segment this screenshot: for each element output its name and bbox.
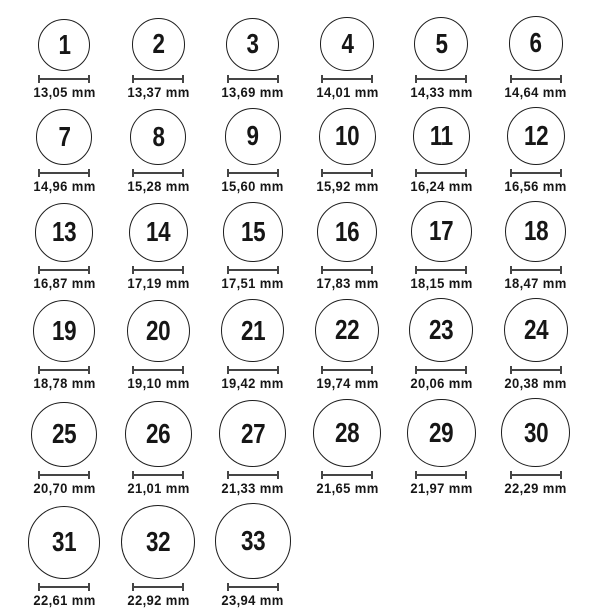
ring-size-item <box>489 298 583 391</box>
diameter-measure-line <box>510 75 562 83</box>
ring-diameter-label: 15,28 mm <box>127 177 190 194</box>
ring-size-item <box>17 107 111 193</box>
measure-tick-right-icon <box>88 266 90 274</box>
measure-bar <box>323 78 371 80</box>
ring-circle <box>129 203 188 262</box>
ring-size-number: 11 <box>430 119 453 151</box>
diameter-measure-line <box>510 366 562 374</box>
ring-size-item <box>300 398 394 495</box>
measure-tick-right-icon <box>560 266 562 274</box>
ring-circle <box>38 19 90 71</box>
ring-size-number: 26 <box>146 417 171 449</box>
measure-tick-right-icon <box>182 471 184 479</box>
ring-size-item <box>111 503 205 607</box>
ring-diameter-label: 18,78 mm <box>32 375 96 391</box>
ring-circle <box>130 109 186 165</box>
ring-size-number: 24 <box>523 313 548 345</box>
ring-size-number: 7 <box>58 120 71 152</box>
ring-size-item <box>111 201 205 290</box>
ring-size-item <box>17 201 111 290</box>
measure-tick-right-icon <box>277 169 279 177</box>
diameter-measure-line <box>227 471 279 479</box>
measure-tick-right-icon <box>182 169 184 177</box>
measure-bar <box>323 369 371 371</box>
measure-tick-right-icon <box>182 75 184 83</box>
measure-bar <box>417 269 465 271</box>
measure-bar <box>323 269 371 271</box>
measure-bar <box>40 269 88 271</box>
diameter-measure-line <box>38 75 90 83</box>
measure-bar <box>512 269 560 271</box>
ring-circle <box>414 17 468 71</box>
ring-size-number: 32 <box>146 525 171 557</box>
ring-size-number: 23 <box>429 314 454 345</box>
diameter-measure-line <box>38 169 90 177</box>
ring-size-number: 5 <box>435 27 448 59</box>
ring-size-number: 30 <box>523 416 548 448</box>
ring-size-item <box>111 16 205 99</box>
measure-bar <box>417 369 465 371</box>
ring-diameter-label: 18,15 mm <box>410 274 473 291</box>
ring-diameter-label: 19,74 mm <box>315 375 379 391</box>
ring-size-number: 1 <box>58 28 71 60</box>
measure-bar <box>512 369 560 371</box>
ring-circle <box>319 108 376 165</box>
measure-tick-right-icon <box>371 169 373 177</box>
ring-circle <box>35 203 94 262</box>
measure-bar <box>323 474 371 476</box>
ring-circle <box>317 202 377 262</box>
measure-tick-right-icon <box>182 366 184 374</box>
ring-size-item <box>300 201 394 290</box>
measure-tick-right-icon <box>465 75 467 83</box>
ring-size-number: 22 <box>335 314 360 346</box>
diameter-measure-line <box>227 266 279 274</box>
measure-tick-right-icon <box>88 75 90 83</box>
ring-size-item <box>17 398 111 495</box>
measure-tick-right-icon <box>88 471 90 479</box>
ring-size-item <box>206 398 300 495</box>
ring-circle <box>28 506 101 579</box>
measure-bar <box>229 369 277 371</box>
ring-size-item <box>489 16 583 99</box>
ring-diameter-label: 15,92 mm <box>315 177 379 194</box>
measure-bar <box>40 369 88 371</box>
diameter-measure-line <box>38 583 90 591</box>
measure-tick-right-icon <box>182 583 184 591</box>
ring-diameter-label: 17,51 mm <box>221 274 284 291</box>
ring-circle <box>125 401 191 467</box>
ring-size-item <box>206 503 300 607</box>
measure-bar <box>229 474 277 476</box>
ring-circle <box>225 108 282 165</box>
ring-size-number: 33 <box>240 524 265 556</box>
measure-tick-right-icon <box>560 366 562 374</box>
ring-diameter-label: 15,60 mm <box>221 177 284 194</box>
ring-size-number: 21 <box>240 314 265 346</box>
measure-tick-right-icon <box>371 266 373 274</box>
ring-size-number: 27 <box>240 417 265 449</box>
ring-size-number: 3 <box>246 28 259 59</box>
ring-diameter-label: 14,01 mm <box>315 83 379 100</box>
ring-size-item <box>394 298 488 391</box>
ring-diameter-label: 20,06 mm <box>410 375 473 391</box>
ring-diameter-label: 18,47 mm <box>504 274 567 291</box>
ring-size-item <box>394 107 488 193</box>
ring-circle <box>505 201 566 262</box>
measure-bar <box>40 474 88 476</box>
ring-circle <box>226 18 279 71</box>
ring-size-number: 19 <box>52 315 77 346</box>
ring-diameter-label: 19,10 mm <box>127 375 190 391</box>
ring-size-item <box>300 298 394 391</box>
ring-circle <box>411 201 472 262</box>
ring-diameter-label: 17,19 mm <box>127 274 190 291</box>
measure-tick-right-icon <box>560 471 562 479</box>
ring-size-item <box>17 16 111 99</box>
diameter-measure-line <box>321 169 373 177</box>
measure-bar <box>229 269 277 271</box>
ring-size-item <box>111 298 205 391</box>
ring-diameter-label: 13,69 mm <box>221 83 284 100</box>
diameter-measure-line <box>510 169 562 177</box>
ring-diameter-label: 13,37 mm <box>127 83 190 100</box>
measure-tick-right-icon <box>88 583 90 591</box>
ring-circle <box>313 399 381 467</box>
ring-circle <box>219 400 286 467</box>
ring-size-item <box>17 503 111 607</box>
measure-tick-right-icon <box>277 583 279 591</box>
diameter-measure-line <box>38 266 90 274</box>
ring-diameter-label: 13,05 mm <box>32 83 96 100</box>
ring-size-number: 14 <box>146 216 171 247</box>
ring-circle <box>504 298 569 363</box>
measure-bar <box>229 78 277 80</box>
ring-size-item <box>300 16 394 99</box>
ring-size-item <box>206 16 300 99</box>
ring-circle <box>121 505 195 579</box>
measure-bar <box>134 269 182 271</box>
measure-tick-right-icon <box>182 266 184 274</box>
ring-diameter-label: 23,94 mm <box>221 591 284 608</box>
measure-bar <box>229 586 277 588</box>
measure-bar <box>512 78 560 80</box>
measure-bar <box>134 369 182 371</box>
diameter-measure-line <box>321 75 373 83</box>
ring-size-item <box>111 107 205 193</box>
ring-size-number: 28 <box>335 417 360 449</box>
ring-size-number: 4 <box>341 27 354 59</box>
measure-bar <box>417 172 465 174</box>
ring-size-item <box>111 398 205 495</box>
measure-tick-right-icon <box>277 366 279 374</box>
measure-tick-right-icon <box>560 169 562 177</box>
measure-bar <box>40 78 88 80</box>
ring-size-number: 17 <box>429 215 454 247</box>
ring-size-item <box>489 107 583 193</box>
measure-bar <box>134 474 182 476</box>
measure-tick-right-icon <box>277 75 279 83</box>
ring-size-number: 13 <box>52 216 77 248</box>
ring-circle <box>36 109 92 165</box>
measure-tick-right-icon <box>371 366 373 374</box>
diameter-measure-line <box>227 583 279 591</box>
measure-tick-right-icon <box>88 169 90 177</box>
diameter-measure-line <box>132 75 184 83</box>
diameter-measure-line <box>415 471 467 479</box>
measure-bar <box>417 474 465 476</box>
diameter-measure-line <box>321 366 373 374</box>
diameter-measure-line <box>415 169 467 177</box>
measure-tick-right-icon <box>465 169 467 177</box>
measure-bar <box>134 172 182 174</box>
diameter-measure-line <box>415 366 467 374</box>
ring-size-number: 15 <box>240 215 265 247</box>
measure-bar <box>229 172 277 174</box>
measure-tick-right-icon <box>88 366 90 374</box>
ring-size-number: 10 <box>335 120 360 151</box>
ring-circle <box>215 503 291 579</box>
measure-bar <box>417 78 465 80</box>
ring-diameter-label: 16,56 mm <box>504 177 567 194</box>
measure-bar <box>512 172 560 174</box>
diameter-measure-line <box>227 366 279 374</box>
ring-circle <box>31 402 97 468</box>
diameter-measure-line <box>321 266 373 274</box>
measure-tick-right-icon <box>371 471 373 479</box>
measure-bar <box>40 172 88 174</box>
ring-diameter-label: 16,24 mm <box>410 177 473 194</box>
ring-diameter-label: 22,61 mm <box>32 591 96 608</box>
ring-diameter-label: 21,97 mm <box>410 480 473 496</box>
ring-size-number: 18 <box>523 215 548 246</box>
measure-tick-right-icon <box>371 75 373 83</box>
ring-circle <box>409 298 473 362</box>
measure-tick-right-icon <box>560 75 562 83</box>
diameter-measure-line <box>510 471 562 479</box>
ring-size-item <box>394 201 488 290</box>
ring-diameter-label: 14,64 mm <box>504 83 567 100</box>
measure-bar <box>134 586 182 588</box>
ring-circle <box>132 18 185 71</box>
diameter-measure-line <box>132 169 184 177</box>
ring-diameter-label: 22,29 mm <box>504 480 567 496</box>
diameter-measure-line <box>132 266 184 274</box>
ring-size-item <box>206 107 300 193</box>
ring-diameter-label: 21,65 mm <box>315 480 379 496</box>
ring-circle <box>407 399 475 467</box>
measure-tick-right-icon <box>277 471 279 479</box>
ring-circle <box>413 107 471 165</box>
ring-circle <box>223 202 283 262</box>
ring-diameter-label: 21,33 mm <box>221 480 284 496</box>
ring-size-item <box>300 107 394 193</box>
ring-size-item <box>206 298 300 391</box>
ring-circle <box>127 300 190 363</box>
ring-size-number: 8 <box>152 120 165 152</box>
diameter-measure-line <box>38 471 90 479</box>
diameter-measure-line <box>227 169 279 177</box>
measure-tick-right-icon <box>277 266 279 274</box>
diameter-measure-line <box>321 471 373 479</box>
measure-bar <box>323 172 371 174</box>
ring-circle <box>33 300 95 362</box>
ring-size-item <box>489 201 583 290</box>
ring-circle <box>221 299 284 362</box>
ring-size-number: 31 <box>52 526 77 558</box>
diameter-measure-line <box>38 366 90 374</box>
ring-size-item <box>206 201 300 290</box>
ring-size-number: 9 <box>246 120 259 152</box>
diameter-measure-line <box>132 583 184 591</box>
ring-diameter-label: 22,92 mm <box>127 591 190 608</box>
ring-size-item <box>394 16 488 99</box>
ring-diameter-label: 14,33 mm <box>410 83 473 100</box>
ring-size-number: 25 <box>52 418 77 450</box>
measure-tick-right-icon <box>465 266 467 274</box>
diameter-measure-line <box>415 75 467 83</box>
ring-size-number: 2 <box>152 28 165 60</box>
ring-diameter-label: 20,38 mm <box>504 375 567 391</box>
ring-size-item <box>489 398 583 495</box>
ring-circle <box>501 398 570 467</box>
ring-size-number: 29 <box>429 416 454 448</box>
ring-diameter-label: 17,83 mm <box>315 274 379 291</box>
diameter-measure-line <box>132 366 184 374</box>
diameter-measure-line <box>132 471 184 479</box>
measure-bar <box>512 474 560 476</box>
ring-diameter-label: 14,96 mm <box>32 177 96 194</box>
measure-bar <box>40 586 88 588</box>
diameter-measure-line <box>415 266 467 274</box>
ring-size-item <box>17 298 111 391</box>
ring-size-item <box>394 398 488 495</box>
measure-tick-right-icon <box>465 366 467 374</box>
ring-size-number: 6 <box>529 27 542 59</box>
ring-circle <box>320 17 374 71</box>
ring-size-number: 20 <box>146 314 171 346</box>
ring-diameter-label: 21,01 mm <box>127 480 190 496</box>
diameter-measure-line <box>510 266 562 274</box>
ring-circle <box>507 107 565 165</box>
ring-circle <box>509 16 564 71</box>
measure-bar <box>134 78 182 80</box>
ring-size-number: 16 <box>335 215 360 247</box>
ring-size-number: 12 <box>523 119 548 151</box>
ring-diameter-label: 19,42 mm <box>221 375 284 391</box>
diameter-measure-line <box>227 75 279 83</box>
ring-diameter-label: 20,70 mm <box>32 480 96 496</box>
ring-diameter-label: 16,87 mm <box>32 274 96 291</box>
ring-circle <box>315 299 379 363</box>
measure-tick-right-icon <box>465 471 467 479</box>
